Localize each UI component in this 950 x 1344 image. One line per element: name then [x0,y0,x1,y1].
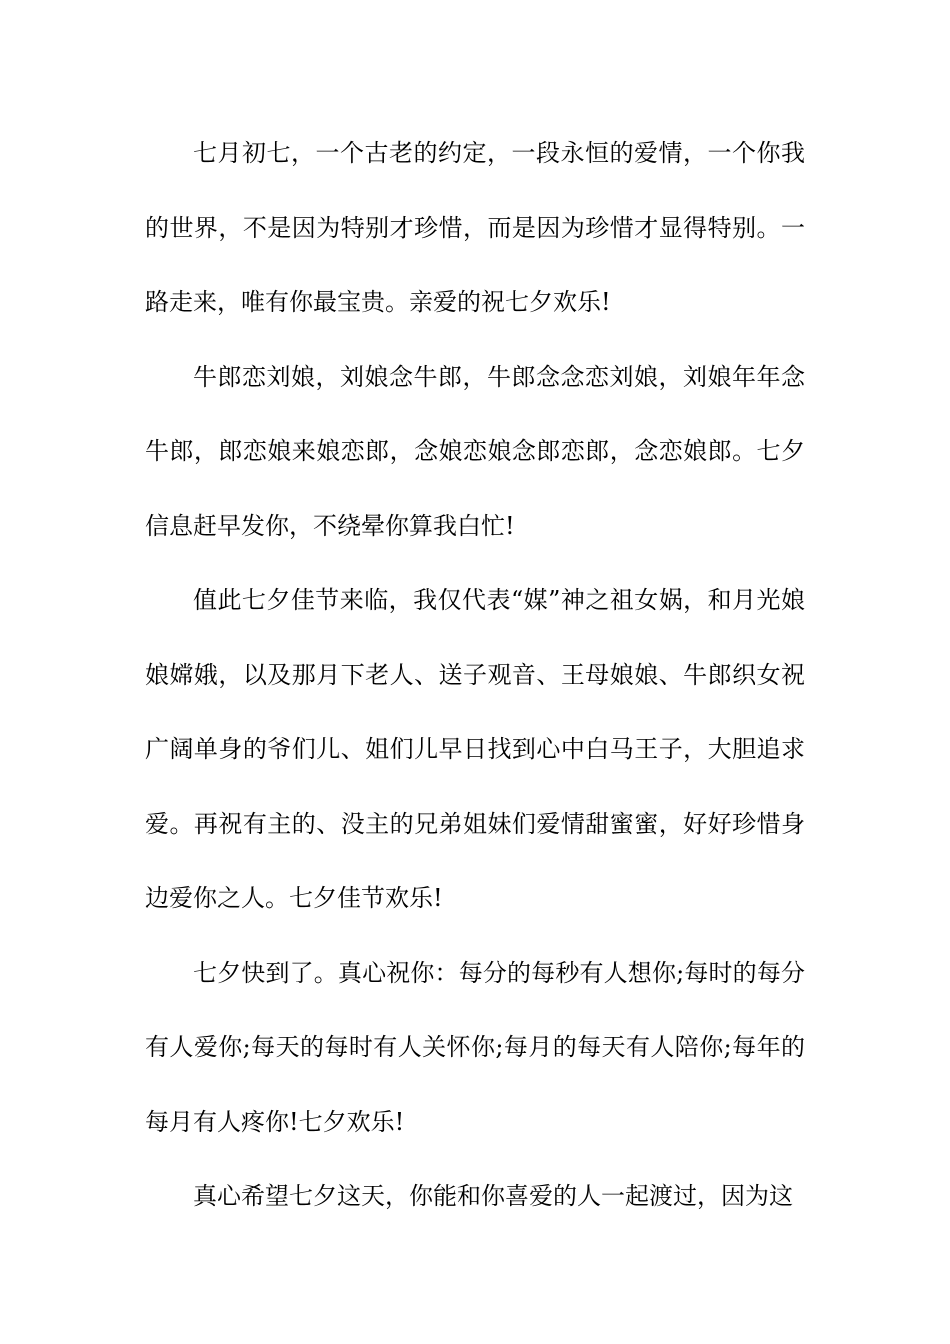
paragraph-4: 七夕快到了。真心祝你：每分的每秒有人想你;每时的每分有人爱你;每天的每时有人关怀你;每月的每天有人陪你;每年的每月有人疼你!七夕欢乐! [145,958,805,1136]
paragraph-1: 七月初七，一个古老的约定，一段永恒的爱情，一个你我的世界，不是因为特别才珍惜，而是因为珍惜才显得特别。一路走来，唯有你最宝贵。亲爱的祝七夕欢乐! [145,139,805,316]
paragraph-5: 真心希望七夕这天，你能和你喜爱的人一起渡过，因为这 [193,1182,793,1210]
paragraph-2: 牛郎恋刘娘，刘娘念牛郎，牛郎念念恋刘娘，刘娘年年念牛郎，郎恋娘来娘恋郎，念娘恋娘念郎恋郎，念恋娘郎。七夕信息赶早发你，不绕晕你算我白忙! [145,362,805,540]
paragraph-3: 值此七夕佳节来临，我仅代表“媒”神之祖女娲，和月光娘娘嫦娥，以及那月下老人、送子观音、王母娘娘、牛郎织女祝广阔单身的爷们儿、姐们儿早日找到心中白马王子，大胆追求爱。再祝有主的、没主的兄弟姐妹们爱情甜蜜蜜，好好珍惜身边爱你之人。七夕佳节欢乐! [145,586,805,912]
document-body [145,116,805,1234]
